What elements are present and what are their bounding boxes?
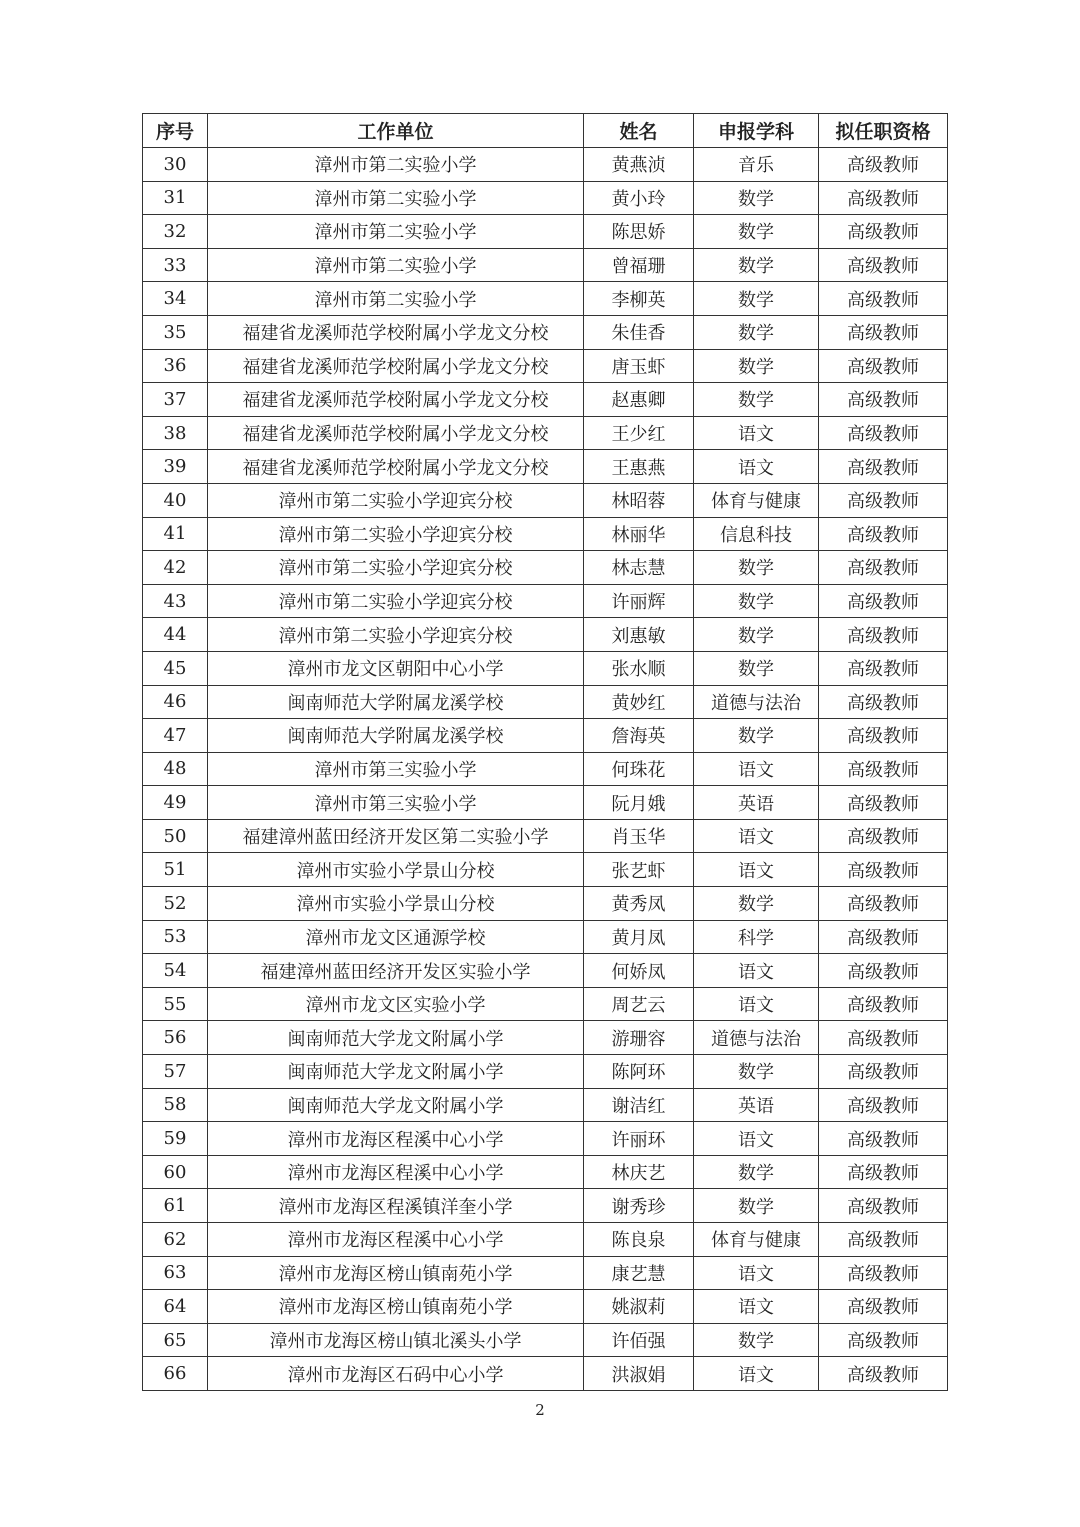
- cell-serial-number: 44: [143, 618, 208, 652]
- cell-name: 陈思娇: [584, 215, 694, 249]
- cell-subject: 数学: [694, 282, 819, 316]
- cell-qualification: 高级教师: [819, 1357, 948, 1391]
- cell-work-unit: 漳州市第三实验小学: [208, 752, 584, 786]
- header-subject: 申报学科: [694, 114, 819, 148]
- table-row: [143, 383, 948, 417]
- cell-work-unit: 闽南师范大学龙文附属小学: [208, 1021, 584, 1055]
- cell-qualification: 高级教师: [819, 819, 948, 853]
- cell-subject: 语文: [694, 416, 819, 450]
- cell-work-unit: 福建省龙溪师范学校附属小学龙文分校: [208, 416, 584, 450]
- table-row: [143, 349, 948, 383]
- cell-subject: 语文: [694, 752, 819, 786]
- cell-work-unit: 福建漳州蓝田经济开发区实验小学: [208, 954, 584, 988]
- cell-name: 林昭蓉: [584, 483, 694, 517]
- cell-name: 王惠燕: [584, 450, 694, 484]
- cell-subject: 数学: [694, 1323, 819, 1357]
- cell-subject: 音乐: [694, 148, 819, 182]
- cell-qualification: 高级教师: [819, 719, 948, 753]
- table-row: [143, 315, 948, 349]
- cell-serial-number: 66: [143, 1357, 208, 1391]
- cell-qualification: 高级教师: [819, 483, 948, 517]
- cell-serial-number: 40: [143, 483, 208, 517]
- cell-name: 赵惠卿: [584, 383, 694, 417]
- table-row: [143, 819, 948, 853]
- cell-qualification: 高级教师: [819, 786, 948, 820]
- cell-serial-number: 63: [143, 1256, 208, 1290]
- table-row: [143, 248, 948, 282]
- cell-name: 张水顺: [584, 651, 694, 685]
- cell-qualification: 高级教师: [819, 920, 948, 954]
- cell-serial-number: 36: [143, 349, 208, 383]
- cell-work-unit: 漳州市龙海区榜山镇南苑小学: [208, 1256, 584, 1290]
- table-row: [143, 282, 948, 316]
- cell-serial-number: 38: [143, 416, 208, 450]
- cell-qualification: 高级教师: [819, 215, 948, 249]
- table-row: [143, 551, 948, 585]
- cell-subject: 数学: [694, 383, 819, 417]
- cell-qualification: 高级教师: [819, 1223, 948, 1257]
- cell-name: 朱佳香: [584, 315, 694, 349]
- cell-subject: 语文: [694, 1122, 819, 1156]
- cell-name: 林庆艺: [584, 1155, 694, 1189]
- cell-name: 曾福珊: [584, 248, 694, 282]
- cell-subject: 数学: [694, 887, 819, 921]
- cell-subject: 数学: [694, 215, 819, 249]
- cell-qualification: 高级教师: [819, 853, 948, 887]
- cell-name: 林丽华: [584, 517, 694, 551]
- cell-serial-number: 52: [143, 887, 208, 921]
- cell-serial-number: 31: [143, 181, 208, 215]
- cell-subject: 数学: [694, 1189, 819, 1223]
- cell-serial-number: 59: [143, 1122, 208, 1156]
- table-row: [143, 1021, 948, 1055]
- cell-serial-number: 57: [143, 1055, 208, 1089]
- cell-qualification: 高级教师: [819, 1256, 948, 1290]
- cell-work-unit: 漳州市第二实验小学迎宾分校: [208, 517, 584, 551]
- cell-subject: 科学: [694, 920, 819, 954]
- cell-qualification: 高级教师: [819, 651, 948, 685]
- table-row: [143, 719, 948, 753]
- cell-work-unit: 漳州市第三实验小学: [208, 786, 584, 820]
- cell-subject: 英语: [694, 1088, 819, 1122]
- cell-serial-number: 55: [143, 987, 208, 1021]
- table-row: [143, 1223, 948, 1257]
- cell-qualification: 高级教师: [819, 349, 948, 383]
- cell-work-unit: 漳州市第二实验小学迎宾分校: [208, 551, 584, 585]
- cell-work-unit: 漳州市实验小学景山分校: [208, 853, 584, 887]
- cell-work-unit: 福建省龙溪师范学校附属小学龙文分校: [208, 349, 584, 383]
- cell-serial-number: 30: [143, 148, 208, 182]
- cell-serial-number: 54: [143, 954, 208, 988]
- cell-name: 何娇凤: [584, 954, 694, 988]
- header-qualification: 拟任职资格: [819, 114, 948, 148]
- cell-qualification: 高级教师: [819, 315, 948, 349]
- cell-serial-number: 42: [143, 551, 208, 585]
- cell-serial-number: 64: [143, 1290, 208, 1324]
- cell-name: 刘惠敏: [584, 618, 694, 652]
- cell-qualification: 高级教师: [819, 148, 948, 182]
- cell-work-unit: 闽南师范大学附属龙溪学校: [208, 719, 584, 753]
- cell-subject: 数学: [694, 719, 819, 753]
- cell-qualification: 高级教师: [819, 1088, 948, 1122]
- cell-serial-number: 37: [143, 383, 208, 417]
- table-row: [143, 920, 948, 954]
- cell-name: 唐玉虾: [584, 349, 694, 383]
- cell-qualification: 高级教师: [819, 1323, 948, 1357]
- cell-subject: 数学: [694, 181, 819, 215]
- table-row: [143, 1088, 948, 1122]
- cell-name: 洪淑娟: [584, 1357, 694, 1391]
- cell-name: 黄月凤: [584, 920, 694, 954]
- cell-work-unit: 漳州市龙文区朝阳中心小学: [208, 651, 584, 685]
- cell-name: 游珊容: [584, 1021, 694, 1055]
- cell-subject: 数学: [694, 618, 819, 652]
- cell-subject: 英语: [694, 786, 819, 820]
- cell-work-unit: 漳州市龙文区实验小学: [208, 987, 584, 1021]
- cell-work-unit: 福建漳州蓝田经济开发区第二实验小学: [208, 819, 584, 853]
- table-row: [143, 483, 948, 517]
- table-body: [143, 148, 948, 1391]
- cell-subject: 语文: [694, 954, 819, 988]
- cell-work-unit: 漳州市第二实验小学: [208, 282, 584, 316]
- table-row: [143, 887, 948, 921]
- table-row: [143, 416, 948, 450]
- cell-name: 黄妙红: [584, 685, 694, 719]
- cell-subject: 数学: [694, 1155, 819, 1189]
- cell-qualification: 高级教师: [819, 1189, 948, 1223]
- cell-serial-number: 61: [143, 1189, 208, 1223]
- cell-qualification: 高级教师: [819, 383, 948, 417]
- cell-name: 林志慧: [584, 551, 694, 585]
- cell-name: 许丽辉: [584, 584, 694, 618]
- page-number: 2: [535, 1401, 545, 1419]
- table-row: [143, 215, 948, 249]
- cell-name: 谢洁红: [584, 1088, 694, 1122]
- table-row: [143, 1155, 948, 1189]
- table-row: [143, 786, 948, 820]
- cell-serial-number: 65: [143, 1323, 208, 1357]
- cell-work-unit: 漳州市第二实验小学: [208, 248, 584, 282]
- cell-work-unit: 漳州市龙海区榜山镇北溪头小学: [208, 1323, 584, 1357]
- table-row: [143, 148, 948, 182]
- cell-name: 许丽环: [584, 1122, 694, 1156]
- cell-serial-number: 35: [143, 315, 208, 349]
- cell-name: 康艺慧: [584, 1256, 694, 1290]
- cell-work-unit: 漳州市龙海区程溪中心小学: [208, 1155, 584, 1189]
- cell-subject: 信息科技: [694, 517, 819, 551]
- cell-qualification: 高级教师: [819, 181, 948, 215]
- cell-serial-number: 43: [143, 584, 208, 618]
- cell-work-unit: 漳州市第二实验小学: [208, 148, 584, 182]
- cell-qualification: 高级教师: [819, 1122, 948, 1156]
- cell-qualification: 高级教师: [819, 517, 948, 551]
- cell-work-unit: 漳州市龙海区榜山镇南苑小学: [208, 1290, 584, 1324]
- cell-serial-number: 50: [143, 819, 208, 853]
- cell-subject: 数学: [694, 248, 819, 282]
- cell-serial-number: 47: [143, 719, 208, 753]
- table-row: [143, 987, 948, 1021]
- cell-subject: 体育与健康: [694, 1223, 819, 1257]
- cell-subject: 语文: [694, 1256, 819, 1290]
- table-row: [143, 450, 948, 484]
- table-row: [143, 1122, 948, 1156]
- cell-work-unit: 漳州市第二实验小学: [208, 215, 584, 249]
- cell-qualification: 高级教师: [819, 1155, 948, 1189]
- cell-name: 谢秀珍: [584, 1189, 694, 1223]
- cell-serial-number: 46: [143, 685, 208, 719]
- cell-name: 李柳英: [584, 282, 694, 316]
- cell-subject: 道德与法治: [694, 1021, 819, 1055]
- cell-subject: 语文: [694, 819, 819, 853]
- cell-serial-number: 32: [143, 215, 208, 249]
- cell-work-unit: 漳州市龙海区程溪中心小学: [208, 1122, 584, 1156]
- cell-work-unit: 漳州市龙海区程溪镇洋奎小学: [208, 1189, 584, 1223]
- table-row: [143, 1055, 948, 1089]
- cell-name: 肖玉华: [584, 819, 694, 853]
- cell-name: 陈阿环: [584, 1055, 694, 1089]
- cell-qualification: 高级教师: [819, 282, 948, 316]
- table-row: [143, 651, 948, 685]
- table-row: [143, 1256, 948, 1290]
- cell-serial-number: 45: [143, 651, 208, 685]
- cell-name: 黄秀凤: [584, 887, 694, 921]
- cell-work-unit: 漳州市第二实验小学迎宾分校: [208, 584, 584, 618]
- cell-subject: 数学: [694, 349, 819, 383]
- table-row: [143, 853, 948, 887]
- cell-qualification: 高级教师: [819, 1021, 948, 1055]
- cell-serial-number: 41: [143, 517, 208, 551]
- table-row: [143, 1323, 948, 1357]
- table-row: [143, 584, 948, 618]
- cell-qualification: 高级教师: [819, 887, 948, 921]
- table-row: [143, 752, 948, 786]
- cell-serial-number: 39: [143, 450, 208, 484]
- table-row: [143, 1290, 948, 1324]
- cell-work-unit: 福建省龙溪师范学校附属小学龙文分校: [208, 315, 584, 349]
- cell-qualification: 高级教师: [819, 551, 948, 585]
- header-work-unit: 工作单位: [208, 114, 584, 148]
- cell-work-unit: 闽南师范大学龙文附属小学: [208, 1088, 584, 1122]
- cell-serial-number: 56: [143, 1021, 208, 1055]
- table-row: [143, 618, 948, 652]
- cell-name: 詹海英: [584, 719, 694, 753]
- cell-qualification: 高级教师: [819, 1055, 948, 1089]
- cell-qualification: 高级教师: [819, 618, 948, 652]
- cell-serial-number: 48: [143, 752, 208, 786]
- cell-serial-number: 53: [143, 920, 208, 954]
- cell-name: 何珠花: [584, 752, 694, 786]
- cell-work-unit: 漳州市实验小学景山分校: [208, 887, 584, 921]
- cell-name: 张艺虾: [584, 853, 694, 887]
- cell-subject: 语文: [694, 450, 819, 484]
- table-row: [143, 517, 948, 551]
- cell-work-unit: 闽南师范大学龙文附属小学: [208, 1055, 584, 1089]
- cell-work-unit: 漳州市龙海区石码中心小学: [208, 1357, 584, 1391]
- cell-name: 黄燕浈: [584, 148, 694, 182]
- cell-qualification: 高级教师: [819, 954, 948, 988]
- cell-serial-number: 33: [143, 248, 208, 282]
- cell-serial-number: 62: [143, 1223, 208, 1257]
- cell-subject: 数学: [694, 315, 819, 349]
- cell-name: 陈良泉: [584, 1223, 694, 1257]
- cell-subject: 语文: [694, 987, 819, 1021]
- cell-work-unit: 漳州市第二实验小学迎宾分校: [208, 483, 584, 517]
- cell-name: 姚淑莉: [584, 1290, 694, 1324]
- cell-serial-number: 58: [143, 1088, 208, 1122]
- cell-subject: 数学: [694, 551, 819, 585]
- cell-subject: 数学: [694, 584, 819, 618]
- cell-serial-number: 51: [143, 853, 208, 887]
- cell-serial-number: 60: [143, 1155, 208, 1189]
- cell-work-unit: 漳州市第二实验小学迎宾分校: [208, 618, 584, 652]
- cell-serial-number: 49: [143, 786, 208, 820]
- cell-subject: 语文: [694, 1290, 819, 1324]
- table-header-row: [143, 114, 948, 148]
- cell-qualification: 高级教师: [819, 752, 948, 786]
- cell-name: 许佰强: [584, 1323, 694, 1357]
- cell-qualification: 高级教师: [819, 450, 948, 484]
- table-row: [143, 685, 948, 719]
- table-row: [143, 1189, 948, 1223]
- cell-serial-number: 34: [143, 282, 208, 316]
- table-row: [143, 181, 948, 215]
- header-serial-number: 序号: [143, 114, 208, 148]
- cell-work-unit: 漳州市第二实验小学: [208, 181, 584, 215]
- cell-work-unit: 福建省龙溪师范学校附属小学龙文分校: [208, 450, 584, 484]
- cell-subject: 数学: [694, 651, 819, 685]
- teacher-qualification-table: [142, 113, 948, 1391]
- cell-name: 黄小玲: [584, 181, 694, 215]
- cell-qualification: 高级教师: [819, 584, 948, 618]
- cell-work-unit: 漳州市龙海区程溪中心小学: [208, 1223, 584, 1257]
- cell-qualification: 高级教师: [819, 987, 948, 1021]
- cell-name: 周艺云: [584, 987, 694, 1021]
- cell-work-unit: 福建省龙溪师范学校附属小学龙文分校: [208, 383, 584, 417]
- table-row: [143, 1357, 948, 1391]
- cell-name: 王少红: [584, 416, 694, 450]
- cell-work-unit: 漳州市龙文区通源学校: [208, 920, 584, 954]
- cell-name: 阮月娥: [584, 786, 694, 820]
- cell-qualification: 高级教师: [819, 416, 948, 450]
- header-name: 姓名: [584, 114, 694, 148]
- cell-work-unit: 闽南师范大学附属龙溪学校: [208, 685, 584, 719]
- cell-subject: 语文: [694, 853, 819, 887]
- cell-subject: 数学: [694, 1055, 819, 1089]
- cell-subject: 道德与法治: [694, 685, 819, 719]
- cell-qualification: 高级教师: [819, 685, 948, 719]
- table-row: [143, 954, 948, 988]
- cell-qualification: 高级教师: [819, 1290, 948, 1324]
- cell-qualification: 高级教师: [819, 248, 948, 282]
- cell-subject: 语文: [694, 1357, 819, 1391]
- cell-subject: 体育与健康: [694, 483, 819, 517]
